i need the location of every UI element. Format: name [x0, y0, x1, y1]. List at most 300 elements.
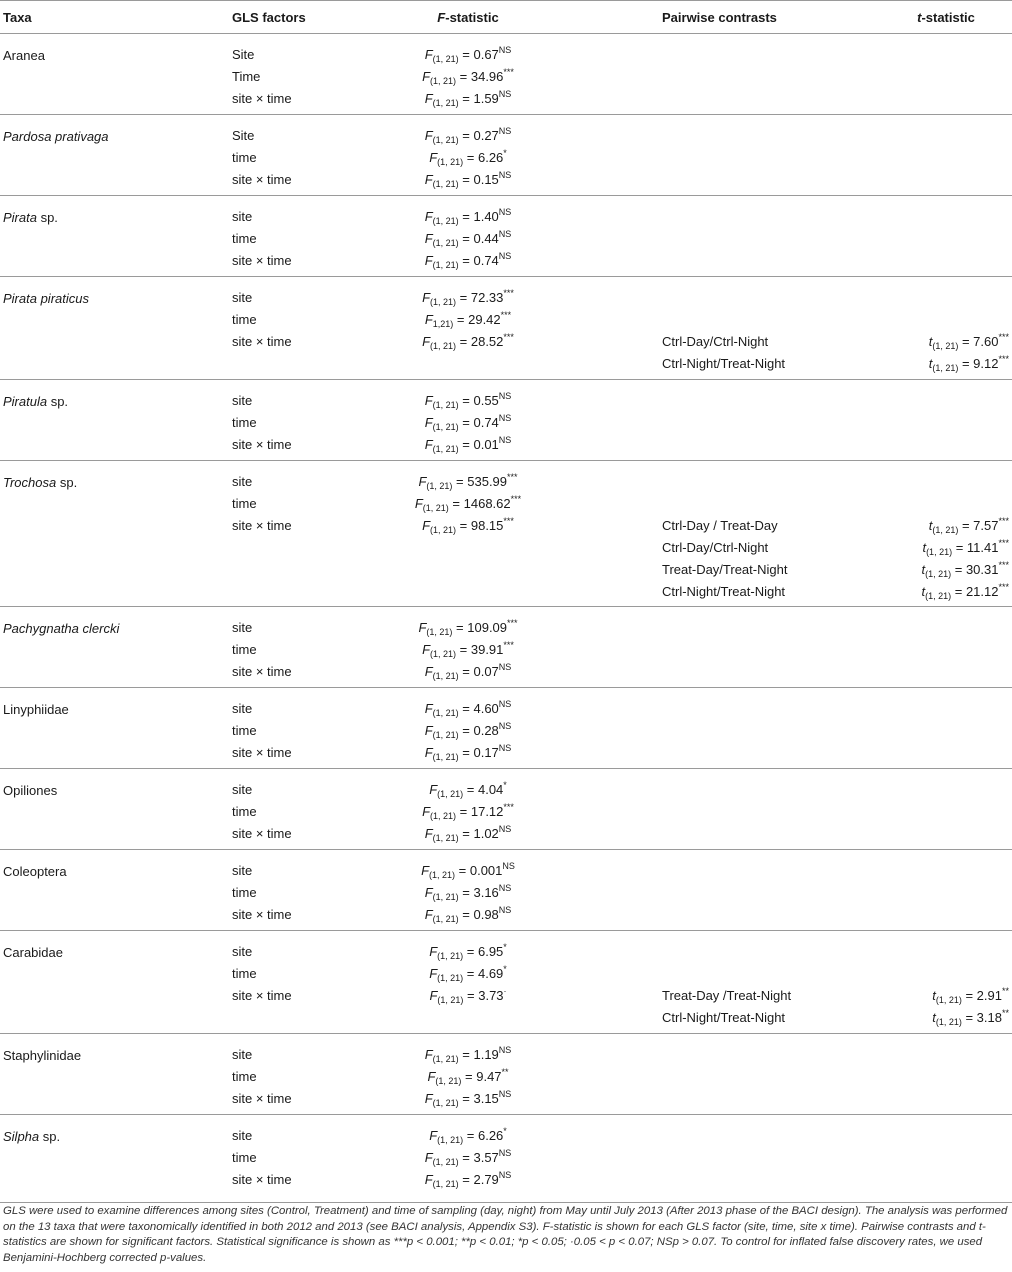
f-statistic-cell: [330, 640, 606, 660]
taxon-group: [0, 1034, 1012, 1115]
statistic-number: 2.91: [976, 988, 1002, 1003]
t-statistic-value: [921, 562, 1009, 577]
pairwise-contrast: Treat-Day /Treat-Night: [662, 988, 792, 1003]
statistic-number: 1.40: [473, 209, 499, 224]
significance-marker: NS: [498, 391, 512, 401]
header-f-letter: F: [437, 10, 446, 25]
taxon-name: [3, 864, 67, 879]
gls-factor: site × time: [232, 826, 292, 841]
f-symbol: F: [424, 885, 433, 900]
gls-factor: site: [232, 944, 253, 959]
equals-sign: =: [458, 664, 474, 679]
degrees-of-freedom: (1, 21): [426, 481, 453, 491]
t-symbol: t: [928, 518, 933, 533]
f-symbol: F: [424, 664, 433, 679]
degrees-of-freedom: (1, 21): [432, 422, 459, 432]
gls-factor: site: [232, 474, 253, 489]
degrees-of-freedom: (1, 21): [432, 216, 459, 226]
equals-sign: =: [456, 69, 471, 84]
degrees-of-freedom: (1, 21): [925, 569, 952, 579]
taxon-group: [0, 34, 1012, 115]
statistic-number: 4.69: [477, 966, 504, 981]
f-statistic-cell: [330, 905, 606, 925]
degrees-of-freedom: (1, 21): [435, 1076, 462, 1086]
f-symbol: F: [422, 334, 431, 349]
f-symbol: F: [424, 701, 433, 716]
f-symbol: F: [424, 253, 433, 268]
taxon-name: [3, 394, 68, 409]
t-statistic-cell: [880, 1008, 1009, 1028]
t-statistic-value: [929, 356, 1009, 371]
equals-sign: =: [458, 47, 474, 62]
degrees-of-freedom: (1, 21): [432, 179, 459, 189]
header-t-letter: t: [917, 10, 922, 25]
degrees-of-freedom: (1, 21): [432, 671, 459, 681]
gls-factor: site × time: [232, 988, 292, 1003]
statistic-number: 0.01: [473, 437, 499, 452]
gls-factor: time: [232, 312, 257, 327]
equals-sign: =: [452, 474, 468, 489]
f-statistic-value: [415, 496, 521, 511]
taxon-name: [3, 945, 63, 960]
f-statistic-cell: [330, 743, 606, 763]
f-symbol: F: [424, 231, 433, 246]
gls-factor: site: [232, 863, 253, 878]
gls-factor: site × time: [232, 745, 292, 760]
degrees-of-freedom: (1, 21): [932, 525, 959, 535]
significance-marker: *: [503, 148, 507, 158]
gls-factor: site × time: [232, 437, 292, 452]
taxon-name: [3, 702, 69, 717]
f-statistic-cell: [330, 986, 606, 1006]
degrees-of-freedom: (1, 21): [432, 833, 459, 843]
gls-factor: site: [232, 393, 253, 408]
statistic-number: 6.26: [477, 1128, 504, 1143]
pairwise-contrast: Ctrl-Night/Treat-Night: [662, 1010, 786, 1025]
statistic-number: 6.26: [477, 150, 504, 165]
pairwise-contrast: Ctrl-Day/Ctrl-Night: [662, 540, 769, 555]
degrees-of-freedom: (1, 21): [432, 400, 459, 410]
significance-marker: NS: [498, 824, 512, 834]
f-symbol: F: [422, 518, 431, 533]
taxon-group: [0, 688, 1012, 769]
f-statistic-cell: [330, 662, 606, 682]
degrees-of-freedom: (1, 21): [437, 973, 464, 983]
statistic-number: 2.79: [473, 1172, 499, 1187]
header-gls-factors: GLS factors: [232, 10, 306, 25]
taxon-group: [0, 115, 1012, 196]
degrees-of-freedom: (1, 21): [926, 547, 953, 557]
significance-marker: NS: [498, 126, 512, 136]
significance-marker: NS: [498, 1045, 512, 1055]
significance-marker: NS: [498, 45, 512, 55]
equals-sign: =: [961, 1010, 977, 1025]
significance-marker: ***: [503, 516, 514, 526]
statistic-number: 7.60: [973, 334, 999, 349]
equals-sign: =: [456, 804, 471, 819]
gls-factor: site: [232, 209, 253, 224]
f-statistic-value: [425, 907, 512, 922]
f-symbol: F: [429, 966, 438, 981]
f-statistic-cell: [330, 516, 606, 536]
f-symbol: F: [424, 723, 433, 738]
pairwise-contrast: Ctrl-Night/Treat-Night: [662, 356, 786, 371]
f-statistic-value: [425, 745, 512, 760]
taxon-name: [3, 291, 89, 306]
f-statistic-cell: [330, 1089, 606, 1109]
significance-marker: NS: [498, 251, 512, 261]
header-f-statistic: [330, 10, 606, 25]
degrees-of-freedom: (1, 21): [430, 76, 457, 86]
taxon-label: Silpha: [3, 1129, 40, 1144]
equals-sign: =: [461, 1069, 477, 1084]
significance-marker: ***: [998, 538, 1009, 548]
equals-sign: =: [458, 1150, 474, 1165]
gls-factor: time: [232, 496, 257, 511]
f-symbol: F: [424, 826, 433, 841]
significance-marker: ***: [503, 640, 514, 650]
gls-factor: Time: [232, 69, 261, 84]
t-statistic-cell: [880, 516, 1009, 536]
statistic-number: 4.04: [477, 782, 504, 797]
gls-factor: site: [232, 290, 253, 305]
taxon-name: [3, 1129, 60, 1144]
header-t-rest: -statistic: [921, 10, 975, 25]
t-statistic-cell: [880, 538, 1009, 558]
degrees-of-freedom: (1, 21): [932, 363, 959, 373]
f-statistic-value: [422, 804, 514, 819]
degrees-of-freedom: (1, 21): [430, 649, 457, 659]
gls-factor: time: [232, 723, 257, 738]
significance-marker: ***: [503, 288, 514, 298]
equals-sign: =: [458, 91, 474, 106]
significance-marker: ***: [998, 354, 1009, 364]
significance-marker: NS: [498, 1148, 512, 1158]
statistic-number: 30.31: [965, 562, 999, 577]
f-statistic-value: [425, 393, 512, 408]
f-statistic-value: [418, 620, 517, 635]
t-symbol: t: [928, 334, 933, 349]
degrees-of-freedom: (1, 21): [432, 260, 459, 270]
degrees-of-freedom: (1, 21): [432, 914, 459, 924]
statistic-number: 4.60: [473, 701, 499, 716]
significance-marker: NS: [498, 170, 512, 180]
equals-sign: =: [458, 885, 474, 900]
gls-factor: site × time: [232, 91, 292, 106]
equals-sign: =: [463, 988, 479, 1003]
f-statistic-value: [425, 253, 512, 268]
t-symbol: t: [921, 562, 926, 577]
gls-factor: site: [232, 620, 253, 635]
gls-factor: time: [232, 642, 257, 657]
taxon-label: Opiliones: [3, 783, 58, 798]
equals-sign: =: [458, 393, 474, 408]
degrees-of-freedom: (1, 21): [432, 892, 459, 902]
taxon-name: [3, 210, 58, 225]
f-symbol: F: [424, 128, 433, 143]
f-statistic-cell: [330, 435, 606, 455]
f-statistic-value: [422, 642, 514, 657]
taxon-group: [0, 850, 1012, 931]
f-statistic-value: [429, 988, 506, 1003]
taxon-group: [0, 461, 1012, 607]
statistic-number: 0.55: [473, 393, 499, 408]
f-statistic-value: [425, 437, 512, 452]
pairwise-contrast: Ctrl-Night/Treat-Night: [662, 584, 786, 599]
degrees-of-freedom: (1, 21): [437, 157, 464, 167]
f-symbol: F: [414, 496, 423, 511]
statistic-number: 0.27: [473, 128, 499, 143]
f-statistic-value: [425, 91, 512, 106]
f-statistic-cell: [330, 1148, 606, 1168]
significance-marker: **: [1001, 986, 1009, 996]
pairwise-contrast: Ctrl-Day / Treat-Day: [662, 518, 778, 533]
statistic-number: 1468.62: [463, 496, 511, 511]
degrees-of-freedom: (1, 21): [432, 708, 459, 718]
f-statistic-value: [429, 966, 507, 981]
statistic-number: 28.52: [470, 334, 504, 349]
t-statistic-value: [932, 1010, 1009, 1025]
f-statistic-cell: [330, 964, 606, 984]
f-symbol: F: [424, 1172, 433, 1187]
degrees-of-freedom: (1, 21): [432, 238, 459, 248]
f-statistic-cell: [330, 67, 606, 87]
taxon-label: Staphylinidae: [3, 1048, 82, 1063]
equals-sign: =: [456, 334, 471, 349]
significance-marker: NS: [498, 905, 512, 915]
equals-sign: =: [458, 415, 474, 430]
taxon-group: [0, 277, 1012, 380]
equals-sign: =: [456, 642, 471, 657]
equals-sign: =: [458, 745, 474, 760]
significance-marker: NS: [498, 721, 512, 731]
equals-sign: =: [455, 863, 470, 878]
statistic-number: 1.19: [473, 1047, 499, 1062]
significance-marker: *: [503, 942, 507, 952]
degrees-of-freedom: (1, 21): [432, 730, 459, 740]
table-body: [0, 34, 1012, 1203]
statistic-number: 29.42: [468, 312, 501, 327]
f-statistic-cell: [330, 332, 606, 352]
taxon-label: Pardosa prativaga: [3, 129, 109, 144]
significance-marker: ***: [998, 582, 1009, 592]
f-statistic-value: [425, 172, 512, 187]
f-statistic-value: [425, 1047, 512, 1062]
degrees-of-freedom: (1, 21): [432, 1179, 459, 1189]
f-statistic-value: [425, 1091, 512, 1106]
f-symbol: F: [427, 1069, 436, 1084]
equals-sign: =: [463, 150, 478, 165]
t-symbol: t: [928, 356, 933, 371]
f-statistic-cell: [330, 721, 606, 741]
equals-sign: =: [958, 334, 974, 349]
taxon-group: [0, 607, 1012, 688]
f-statistic-cell: [330, 391, 606, 411]
t-statistic-value: [929, 518, 1009, 533]
taxon-name: [3, 621, 119, 636]
equals-sign: =: [458, 231, 474, 246]
significance-marker: ***: [503, 332, 514, 342]
gls-factor: Site: [232, 128, 255, 143]
taxon-group: [0, 931, 1012, 1034]
gls-factor: time: [232, 804, 257, 819]
significance-marker: NS: [498, 699, 512, 709]
equals-sign: =: [456, 290, 471, 305]
taxon-suffix: sp.: [36, 210, 58, 225]
degrees-of-freedom: (1, 21): [430, 297, 457, 307]
degrees-of-freedom: (1, 21): [429, 870, 456, 880]
equals-sign: =: [961, 988, 977, 1003]
significance-marker: NS: [502, 861, 515, 871]
f-symbol: F: [422, 290, 431, 305]
statistic-number: 98.15: [470, 518, 504, 533]
significance-marker: ***: [503, 802, 514, 812]
degrees-of-freedom: (1, 21): [432, 54, 459, 64]
f-statistic-value: [427, 1069, 508, 1084]
gls-factor: site: [232, 1047, 253, 1062]
equals-sign: =: [458, 701, 474, 716]
t-symbol: t: [932, 1010, 936, 1025]
pairwise-contrast: Treat-Day/Treat-Night: [662, 562, 788, 577]
equals-sign: =: [458, 253, 474, 268]
statistic-number: 0.98: [473, 907, 499, 922]
taxon-label: Pirata: [3, 210, 37, 225]
taxon-name: [3, 783, 57, 798]
gls-factor: site × time: [232, 172, 292, 187]
statistic-number: 0.67: [473, 47, 499, 62]
degrees-of-freedom: (1, 21): [432, 1098, 459, 1108]
significance-marker: ***: [998, 516, 1009, 526]
f-symbol: F: [421, 863, 430, 878]
f-statistic-cell: [330, 310, 606, 330]
equals-sign: =: [463, 966, 478, 981]
f-symbol: F: [424, 1091, 433, 1106]
statistic-number: 3.18: [976, 1010, 1002, 1025]
significance-marker: NS: [498, 1089, 512, 1099]
statistic-number: 34.96: [470, 69, 504, 84]
f-symbol: F: [424, 415, 433, 430]
f-statistic-cell: [330, 494, 606, 514]
f-symbol: F: [422, 804, 431, 819]
f-statistic-cell: [330, 148, 606, 168]
statistic-number: 3.16: [473, 885, 499, 900]
f-symbol: F: [424, 172, 433, 187]
f-statistic-value: [425, 47, 512, 62]
taxon-label: Carabidae: [3, 945, 63, 960]
f-statistic-cell: [330, 802, 606, 822]
statistic-number: 0.74: [473, 415, 499, 430]
f-statistic-cell: [330, 45, 606, 65]
equals-sign: =: [458, 826, 474, 841]
f-statistic-value: [425, 209, 512, 224]
significance-marker: ***: [998, 332, 1009, 342]
taxon-group: [0, 380, 1012, 461]
significance-marker: NS: [498, 435, 512, 445]
significance-marker: ***: [503, 67, 514, 77]
gls-factor: time: [232, 1069, 257, 1084]
statistic-number: 1.59: [473, 91, 499, 106]
taxon-label: Piratula: [3, 394, 48, 409]
f-statistic-value: [425, 415, 512, 430]
t-statistic-cell: [880, 582, 1009, 602]
gls-factor: site × time: [232, 1172, 292, 1187]
t-statistic-cell: [880, 354, 1009, 374]
f-symbol: F: [429, 944, 438, 959]
statistic-number: 9.47: [476, 1069, 502, 1084]
f-statistic-cell: [330, 618, 606, 638]
statistic-number: 0.001: [469, 863, 503, 878]
degrees-of-freedom: (1, 21): [432, 1054, 459, 1064]
f-statistic-value: [421, 863, 515, 878]
f-symbol: F: [424, 745, 433, 760]
f-symbol: F: [422, 642, 431, 657]
equals-sign: =: [458, 723, 474, 738]
f-statistic-value: [418, 474, 517, 489]
f-symbol: F: [424, 1150, 433, 1165]
f-statistic-value: [422, 518, 514, 533]
f-statistic-value: [425, 312, 511, 327]
significance-marker: NS: [498, 413, 512, 423]
gls-factor: time: [232, 1150, 257, 1165]
t-statistic-cell: [880, 986, 1009, 1006]
pairwise-contrast: Ctrl-Day/Ctrl-Night: [662, 334, 769, 349]
equals-sign: =: [458, 1172, 474, 1187]
f-statistic-cell: [330, 1170, 606, 1190]
equals-sign: =: [951, 584, 966, 599]
degrees-of-freedom: (1, 21): [430, 525, 457, 535]
gls-factor: site: [232, 701, 253, 716]
degrees-of-freedom: 1,21): [432, 319, 454, 329]
statistic-number: 6.95: [477, 944, 504, 959]
taxon-label: Linyphiidae: [3, 702, 69, 717]
significance-marker: NS: [498, 1170, 512, 1180]
f-statistic-cell: [330, 1045, 606, 1065]
degrees-of-freedom: (1, 21): [432, 1157, 459, 1167]
degrees-of-freedom: (1, 21): [925, 591, 952, 601]
t-statistic-value: [921, 584, 1009, 599]
table-header: [0, 0, 1012, 34]
f-statistic-cell: [330, 1126, 606, 1146]
f-statistic-cell: [330, 288, 606, 308]
gls-factor: time: [232, 885, 257, 900]
f-symbol: F: [422, 69, 431, 84]
f-statistic-value: [429, 944, 507, 959]
f-statistic-cell: [330, 861, 606, 881]
gls-factor: site × time: [232, 253, 292, 268]
equals-sign: =: [458, 209, 474, 224]
significance-marker: ***: [500, 310, 512, 320]
t-symbol: t: [932, 988, 936, 1003]
significance-marker: **: [501, 1067, 509, 1077]
f-statistic-value: [425, 664, 512, 679]
equals-sign: =: [458, 128, 474, 143]
f-statistic-cell: [330, 126, 606, 146]
f-statistic-cell: [330, 780, 606, 800]
equals-sign: =: [452, 620, 468, 635]
taxon-name: [3, 475, 77, 490]
f-symbol: F: [424, 209, 433, 224]
f-statistic-value: [422, 290, 514, 305]
gls-factor: site × time: [232, 907, 292, 922]
equals-sign: =: [463, 944, 478, 959]
significance-marker: ***: [507, 472, 518, 482]
f-symbol: F: [424, 437, 433, 452]
equals-sign: =: [458, 437, 474, 452]
f-statistic-value: [429, 782, 507, 797]
degrees-of-freedom: (1, 21): [935, 995, 962, 1005]
f-statistic-value: [425, 826, 512, 841]
gls-factor: time: [232, 231, 257, 246]
